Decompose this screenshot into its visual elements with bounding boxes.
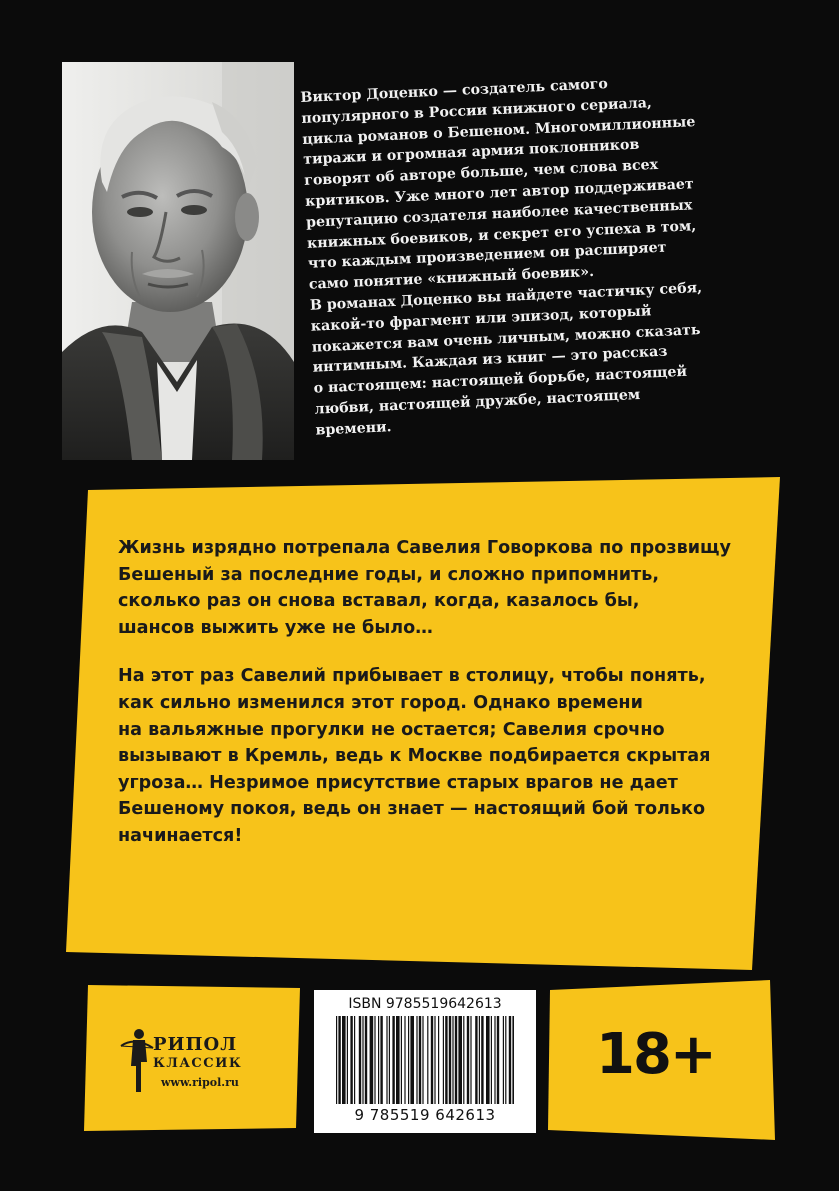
barcode-bar bbox=[438, 1016, 439, 1104]
barcode-bar bbox=[512, 1016, 514, 1104]
barcode-bar bbox=[434, 1016, 435, 1104]
barcode-bar bbox=[445, 1016, 447, 1104]
barcode-box bbox=[314, 990, 536, 1133]
barcode-bar bbox=[452, 1016, 453, 1104]
barcode-bar bbox=[494, 1016, 495, 1104]
author-bio-text: Виктор Доценко — создатель самого популярного в России книжного сериала, цикла романов о Бешеном. Многомиллионные тиражи и огромная армия поклонников говорят об авторе больше, чем слова всех критиков. Уже много лет автор поддерживает репутацию создателя наиболее качественных книжных боевиков, и секрет его успеха в том, что каждым произведением он расширяет само понятие «книжный боевик». В романах Доценко вы найдете частичку себя, какой-то фрагмент или эпизод, который покажется вам очень личным, можно сказать интимным. Каждая из книг — это рассказ о настоящем: настоящей борьбе, настоящей любви, настоящей дружбе, настоящем времени. bbox=[300, 76, 703, 439]
barcode-bar bbox=[422, 1016, 423, 1104]
barcode-bar bbox=[362, 1016, 363, 1104]
barcode-bar bbox=[350, 1016, 352, 1104]
barcode-bar bbox=[486, 1016, 490, 1104]
barcode-bar bbox=[470, 1016, 471, 1104]
annotation-paragraph-2: На этот раз Савелий прибывает в столицу, чтобы понять, как сильно изменился этот город. Однако времени на вальяжные прогулки не остается; Савелия срочно вызывают в Кремль, ведь к Москве подбирается скрытая угроза… Незримое присутствие старых врагов не дает Бешеному покоя, ведь он знает — настоящий бой только начинается! bbox=[118, 666, 711, 846]
barcode-bar bbox=[481, 1016, 483, 1104]
barcode-bar bbox=[396, 1016, 400, 1104]
barcode-bar bbox=[475, 1016, 477, 1104]
barcode-bar bbox=[497, 1016, 499, 1104]
barcode-bar bbox=[503, 1016, 504, 1104]
barcode-bar bbox=[374, 1016, 375, 1104]
age-rating: 18+ bbox=[596, 1022, 715, 1087]
barcode-bar bbox=[479, 1016, 480, 1104]
barcode-bar bbox=[431, 1016, 433, 1104]
barcode-bar bbox=[354, 1016, 355, 1104]
barcode-bar bbox=[505, 1016, 506, 1104]
barcode-bar bbox=[386, 1016, 387, 1104]
barcode-bar bbox=[347, 1016, 348, 1104]
barcode-bar bbox=[404, 1016, 405, 1104]
barcode-bar bbox=[463, 1016, 464, 1104]
barcode-bar bbox=[401, 1016, 402, 1104]
barcode-bar bbox=[416, 1016, 417, 1104]
barcode-bar bbox=[359, 1016, 361, 1104]
annotation-paragraph-1: Жизнь изрядно потрепала Савелия Говоркова по прозвищу Бешеный за последние годы, и сложно припомнить, сколько раз он снова вставал, когда, казалось бы, шансов выжить уже не было… bbox=[118, 538, 731, 638]
barcode-bar bbox=[427, 1016, 428, 1104]
barcode-bar bbox=[378, 1016, 379, 1104]
publisher-name: РИПОЛ bbox=[153, 1034, 238, 1055]
barcode-bar bbox=[380, 1016, 382, 1104]
barcode-bar bbox=[467, 1016, 469, 1104]
publisher-logo bbox=[103, 1012, 263, 1108]
barcode-bar bbox=[509, 1016, 511, 1104]
archer-icon bbox=[119, 1026, 155, 1096]
barcode-bar bbox=[392, 1016, 394, 1104]
barcode-bar bbox=[419, 1016, 421, 1104]
barcode-bar bbox=[408, 1016, 409, 1104]
isbn-label: ISBN 9785519642613 bbox=[348, 996, 502, 1012]
barcode-bar bbox=[410, 1016, 414, 1104]
barcode-bar bbox=[389, 1016, 390, 1104]
barcode-bar bbox=[443, 1016, 444, 1104]
isbn-digits: 9 785519 642613 bbox=[354, 1106, 496, 1124]
barcode-bar bbox=[370, 1016, 374, 1104]
barcode-bars bbox=[336, 1016, 514, 1108]
barcode-bar bbox=[455, 1016, 457, 1104]
barcode-bar bbox=[449, 1016, 451, 1104]
publisher-url: www.ripol.ru bbox=[161, 1076, 239, 1089]
barcode-bar bbox=[338, 1016, 340, 1104]
barcode-bar bbox=[342, 1016, 346, 1104]
barcode-bar bbox=[365, 1016, 367, 1104]
barcode-bar bbox=[491, 1016, 492, 1104]
publisher-subtitle: КЛАССИК bbox=[153, 1056, 243, 1071]
barcode-bar bbox=[458, 1016, 462, 1104]
book-annotation bbox=[118, 535, 738, 872]
barcode-bar bbox=[336, 1016, 337, 1104]
